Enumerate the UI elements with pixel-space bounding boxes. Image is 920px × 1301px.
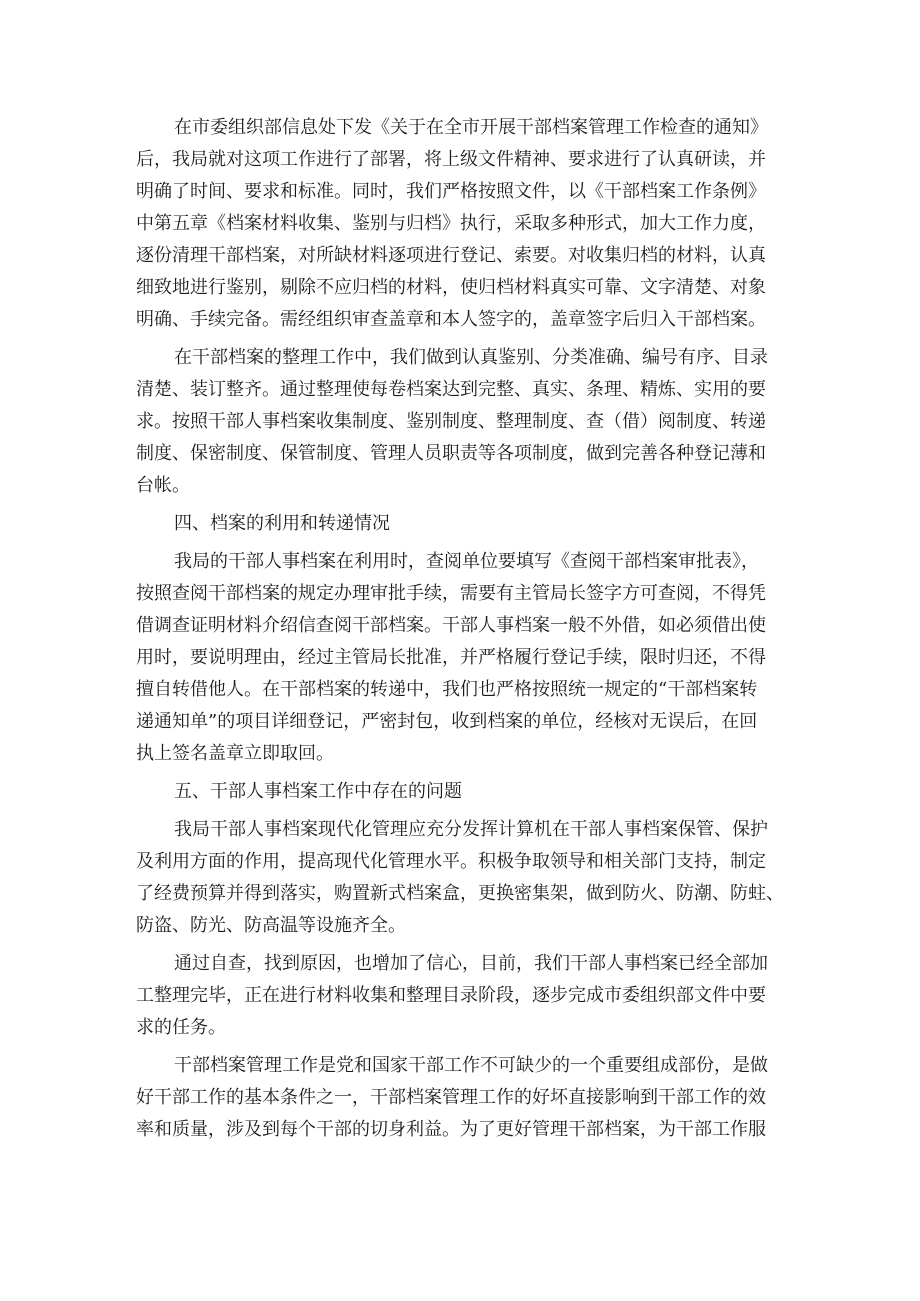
text-line: 制度、保密制度、保管制度、管理人员职责等各项制度，做到完善各种登记薄和: [136, 443, 766, 464]
text-line: 细致地进行鉴别，剔除不应归档的材料，使归档材料真实可靠、文字清楚、对象: [136, 277, 766, 298]
heading-line: 五、干部人事档案工作中存在的问题: [174, 781, 462, 802]
text-line: 按照查阅干部档案的规定办理审批手续，需要有主管局长签字方可查阅，不得凭: [136, 583, 766, 604]
text-line: 清楚、装订整齐。通过整理使每卷档案达到完整、真实、条理、精炼、实用的要: [136, 379, 766, 400]
text-line: 干部档案管理工作是党和国家干部工作不可缺少的一个重要组成部份，是做: [174, 1055, 768, 1076]
text-line: 我局的干部人事档案在利用时，查阅单位要填写《查阅干部档案审批表》，: [174, 551, 759, 572]
paragraph-1: [136, 112, 796, 336]
text-line: 执上签名盖章立即取回。: [136, 743, 334, 764]
text-line: 在市委组织部信息处下发《关于在全市开展干部档案管理工作检查的通知》: [174, 117, 768, 138]
text-line: 递通知单”的项目详细登记，严密封包，收到档案的单位，经核对无误后，在回: [136, 711, 758, 732]
text-line: 率和质量，涉及到每个干部的切身利益。为了更好管理干部档案，为干部工作服: [136, 1119, 766, 1140]
text-line: 在干部档案的整理工作中，我们做到认真鉴别、分类准确、编号有序、目录: [174, 347, 768, 368]
text-line: 好干部工作的基本条件之一，干部档案管理工作的好坏直接影响到干部工作的效: [136, 1087, 766, 1108]
text-line: 明确、手续完备。需经组织审查盖章和本人签字的，盖章签字后归入干部档案。: [136, 309, 766, 330]
section-heading-5: [136, 776, 796, 808]
text-line: 借调查证明材料介绍信查阅干部档案。干部人事档案一般不外借，如必须借出使: [136, 615, 766, 636]
text-line: 中第五章《档案材料收集、鉴别与归档》执行，采取多种形式，加大工作力度，: [136, 213, 766, 234]
paragraph-2: [136, 342, 796, 502]
text-line: 求的任务。: [136, 1017, 226, 1038]
paragraph-3: [136, 546, 796, 770]
text-line: 逐份清理干部档案，对所缺材料逐项进行登记、索要。对收集归档的材料，认真: [136, 245, 766, 266]
text-line: 后，我局就对这项工作进行了部署，将上级文件精神、要求进行了认真研读，并: [136, 149, 766, 170]
text-line: 工整理完毕，正在进行材料收集和整理目录阶段，逐步完成市委组织部文件中要: [136, 985, 766, 1006]
paragraph-4: [136, 814, 796, 942]
text-line: 用时，要说明理由，经过主管局长批准，并严格履行登记手续，限时归还，不得: [136, 647, 766, 668]
document-body: [136, 112, 796, 1146]
text-line: 台帐。: [136, 475, 190, 496]
section-heading-4: [136, 508, 796, 540]
text-line: 求。按照干部人事档案收集制度、鉴别制度、整理制度、查（借）阅制度、转递: [136, 411, 766, 432]
text-line: 及利用方面的作用，提高现代化管理水平。积极争取领导和相关部门支持，制定: [136, 851, 766, 872]
text-line: 明确了时间、要求和标准。同时，我们严格按照文件，以《干部档案工作条例》: [136, 181, 766, 202]
heading-line: 四、档案的利用和转递情况: [174, 513, 390, 534]
paragraph-5: [136, 948, 796, 1044]
text-line: 通过自查，找到原因，也增加了信心，目前，我们干部人事档案已经全部加: [174, 953, 768, 974]
text-line: 擅自转借他人。在干部档案的转递中，我们也严格按照统一规定的“干部档案转: [136, 679, 758, 700]
text-line: 防盗、防光、防高温等设施齐全。: [136, 915, 406, 936]
text-line: 了经费预算并得到落实，购置新式档案盒，更换密集架，做到防火、防潮、防蛀、: [136, 883, 784, 904]
paragraph-6: [136, 1050, 796, 1146]
text-line: 我局干部人事档案现代化管理应充分发挥计算机在干部人事档案保管、保护: [174, 819, 768, 840]
